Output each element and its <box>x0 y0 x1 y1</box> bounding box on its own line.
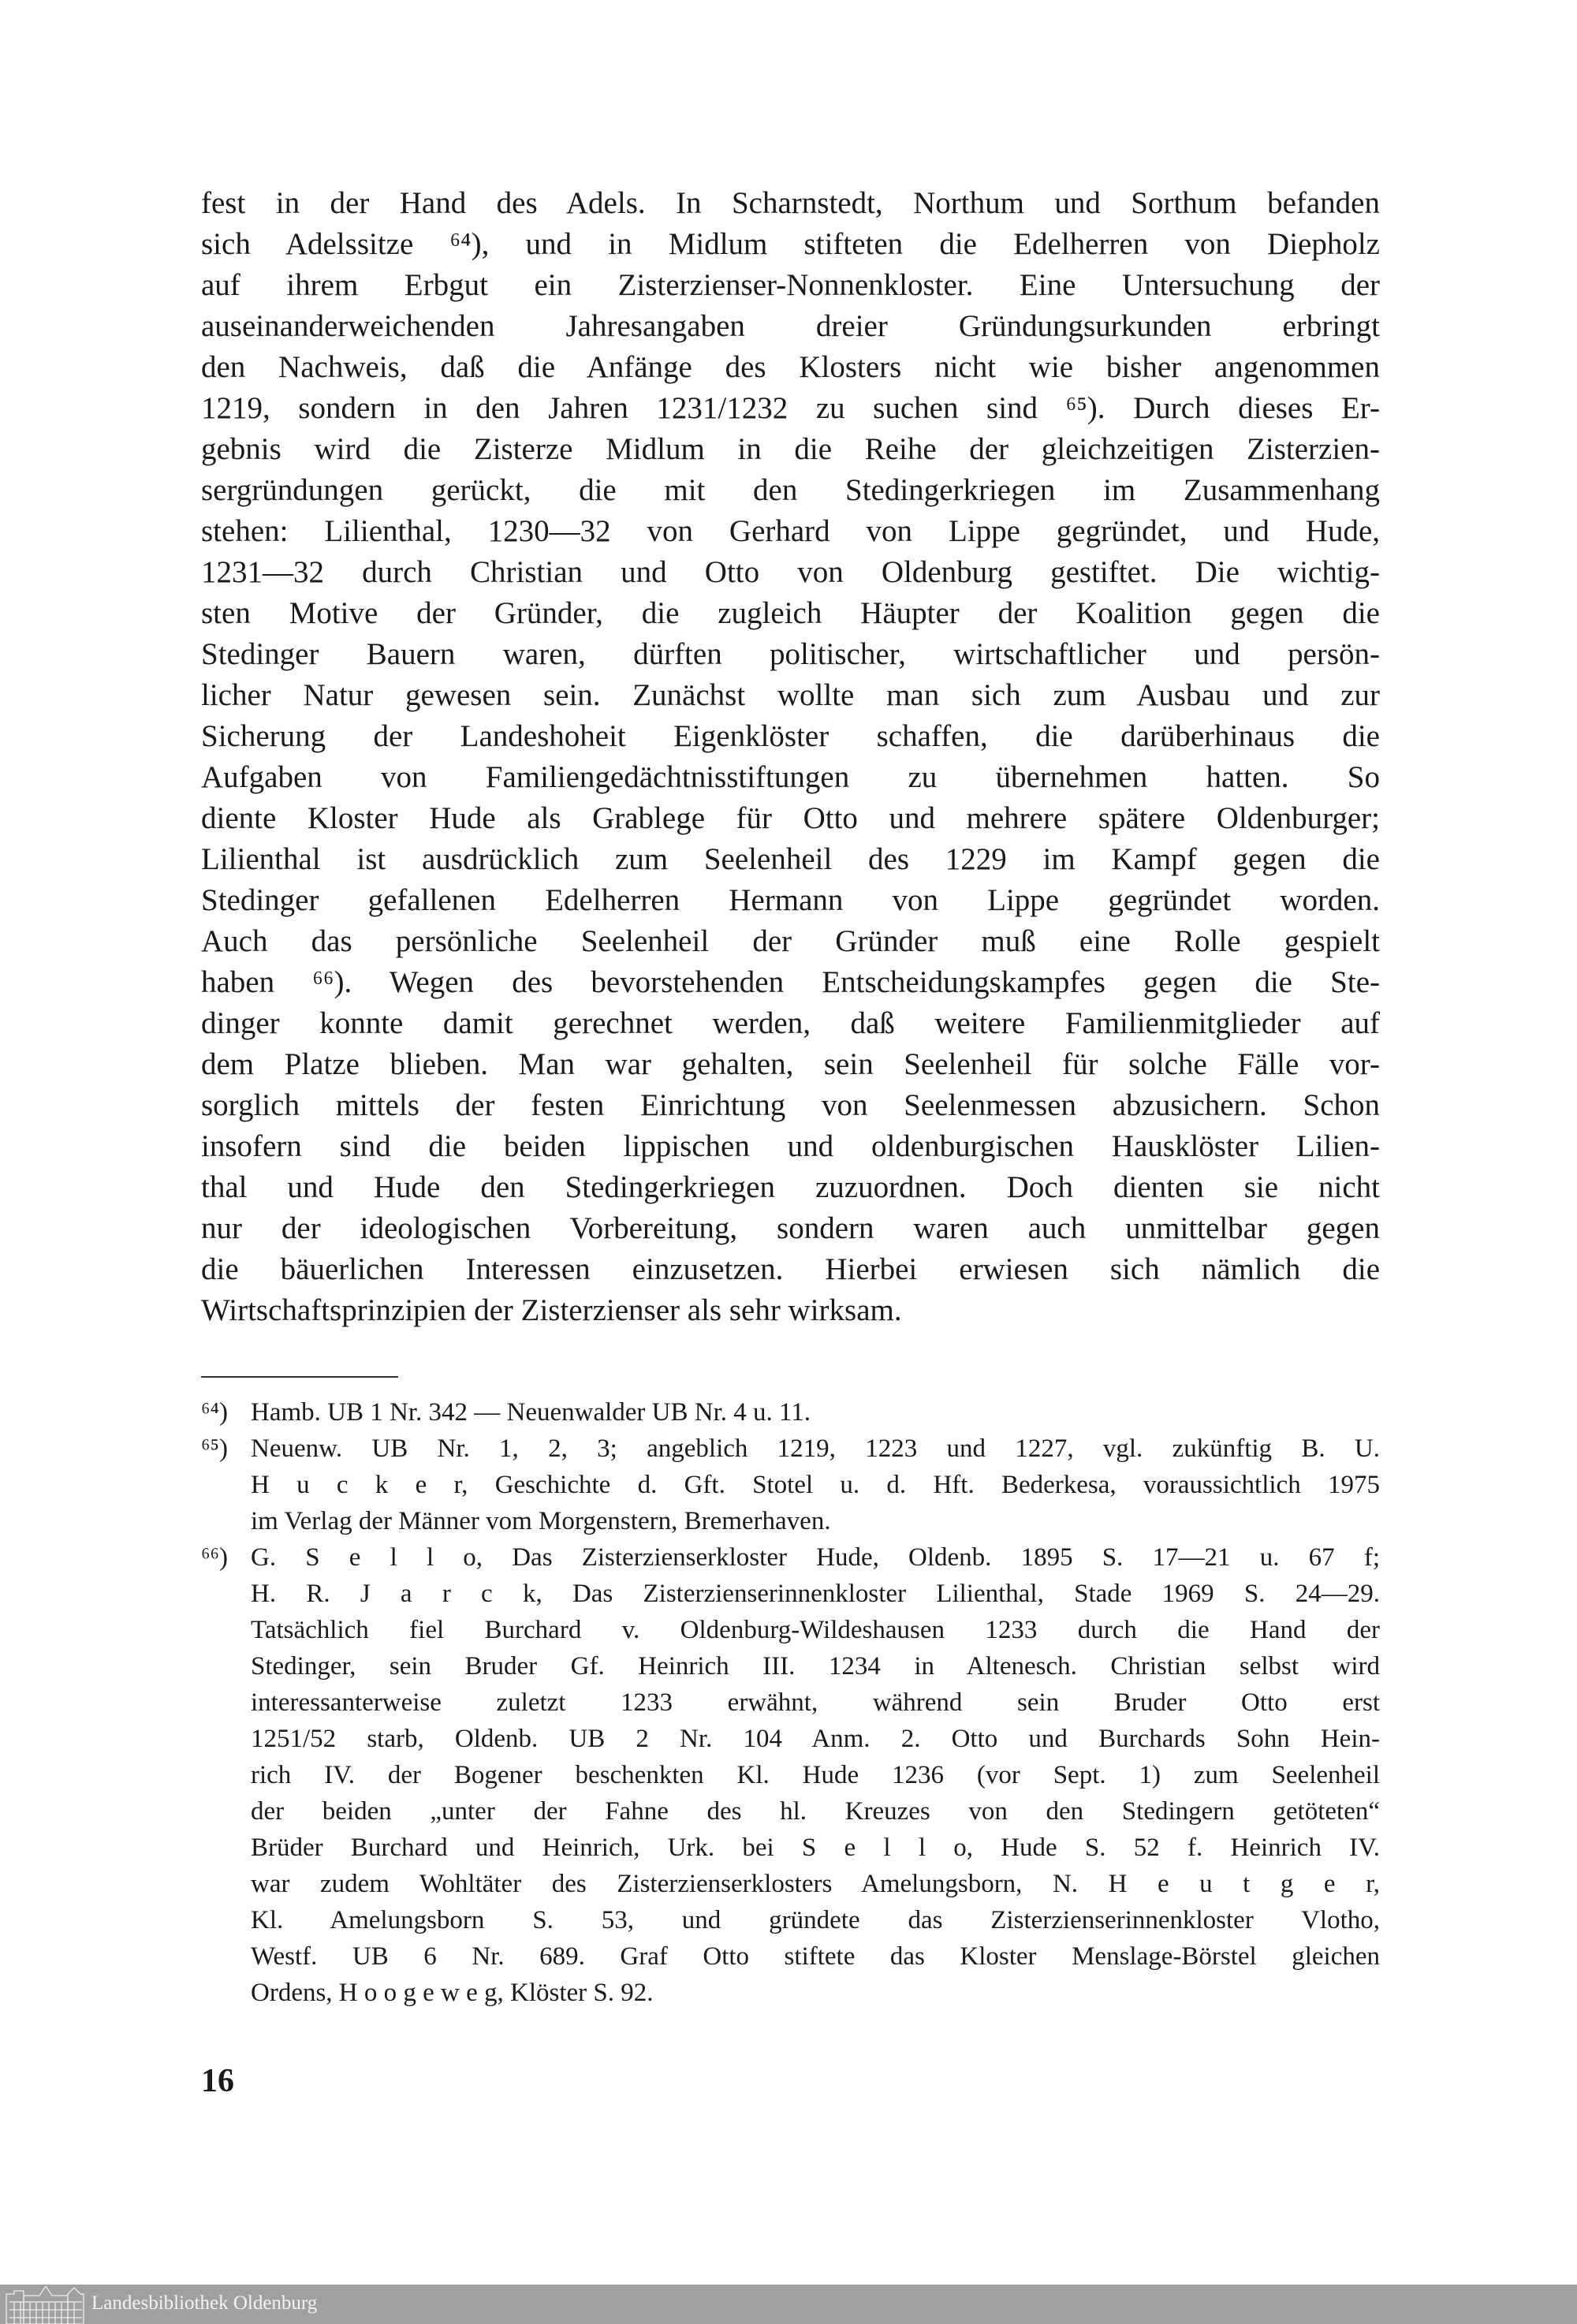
text-line: Auch das persönliche Seelenheil der Gründer muß eine Rolle gespielt <box>201 924 1380 958</box>
footnote-line: Neuenw. UB Nr. 1, 2, 3; angeblich 1219, 1223 und 1227, vgl. zukünftig B. U. <box>251 1434 1380 1463</box>
text-line: diente Kloster Hude als Grablege für Otto und mehrere spätere Oldenburger; <box>201 801 1380 835</box>
page-number: 16 <box>201 2063 234 2099</box>
footnote-number: ⁶⁵) <box>201 1434 228 1463</box>
footnote-line: H u c k e r, Geschichte d. Gft. Stotel u. d. Hft. Bederkesa, voraussichtlich 1975 <box>251 1471 1380 1499</box>
footnote-number: ⁶⁶) <box>201 1543 228 1572</box>
footnote-line: H. R. J a r c k, Das Zisterzienserinnenkloster Lilienthal, Stade 1969 S. 24—29. <box>251 1580 1380 1608</box>
text-line: sorglich mittels der festen Einrichtung von Seelenmessen abzusichern. Schon <box>201 1088 1380 1122</box>
footnote-line: rich IV. der Bogener beschenkten Kl. Hude 1236 (vor Sept. 1) zum Seelenheil <box>251 1761 1380 1789</box>
text-line: auf ihrem Erbgut ein Zisterzienser-Nonnenkloster. Eine Untersuchung der <box>201 268 1380 302</box>
text-line: stehen: Lilienthal, 1230—32 von Gerhard von Lippe gegründet, und Hude, <box>201 514 1380 548</box>
text-line: Wirtschaftsprinzipien der Zisterzienser als sehr wirksam. <box>201 1293 902 1327</box>
text-line: 1219, sondern in den Jahren 1231/1232 zu suchen sind ⁶⁵). Durch dieses Er- <box>201 391 1380 425</box>
text-line: thal und Hude den Stedingerkriegen zuzuordnen. Doch dienten sie nicht <box>201 1170 1380 1204</box>
library-building-logo-icon <box>5 2286 85 2324</box>
text-line: haben ⁶⁶). Wegen des bevorstehenden Entscheidungskampfes gegen die Ste- <box>201 965 1380 999</box>
footnote-separator <box>201 1376 398 1378</box>
text-line: Sicherung der Landeshoheit Eigenklöster schaffen, die darüberhinaus die <box>201 719 1380 753</box>
footnotes <box>201 1394 1380 2011</box>
footnote-line: der beiden „unter der Fahne des hl. Kreuzes von den Stedingern getöteten“ <box>251 1797 1380 1826</box>
text-line: auseinanderweichenden Jahresangaben dreier Gründungsurkunden erbringt <box>201 309 1380 343</box>
text-line: den Nachweis, daß die Anfänge des Klosters nicht wie bisher angenommen <box>201 350 1380 384</box>
library-footer-bar <box>0 2285 1577 2324</box>
text-line: dinger konnte damit gerechnet werden, daß weitere Familienmitglieder auf <box>201 1006 1380 1040</box>
text-line: sten Motive der Gründer, die zugleich Häupter der Koalition gegen die <box>201 596 1380 630</box>
footnote-line: im Verlag der Männer vom Morgenstern, Bremerhaven. <box>251 1507 831 1535</box>
footnote-line: Tatsächlich fiel Burchard v. Oldenburg-Wildeshausen 1233 durch die Hand der <box>251 1616 1380 1644</box>
text-line: sergründungen gerückt, die mit den Stedingerkriegen im Zusammenhang <box>201 473 1380 507</box>
footnote <box>201 1539 1380 2011</box>
footnote-line: Stedinger, sein Bruder Gf. Heinrich III. 1234 in Altenesch. Christian selbst wird <box>251 1652 1380 1681</box>
text-line: licher Natur gewesen sein. Zunächst wollte man sich zum Ausbau und zur <box>201 678 1380 712</box>
text-line: Aufgaben von Familiengedächtnisstiftungen zu übernehmen hatten. So <box>201 760 1380 794</box>
text-line: nur der ideologischen Vorbereitung, sondern waren auch unmittelbar gegen <box>201 1211 1380 1245</box>
text-line: Lilienthal ist ausdrücklich zum Seelenheil des 1229 im Kampf gegen die <box>201 842 1380 876</box>
footnote-line: Hamb. UB 1 Nr. 342 — Neuenwalder UB Nr. 4 u. 11. <box>251 1398 811 1427</box>
footnote-line: Brüder Burchard und Heinrich, Urk. bei S e l l o, Hude S. 52 f. Heinrich IV. <box>251 1833 1380 1862</box>
text-line: sich Adelssitze ⁶⁴), und in Midlum stifteten die Edelherren von Diepholz <box>201 227 1380 261</box>
footnote-number: ⁶⁴) <box>201 1398 228 1427</box>
text-line: insofern sind die beiden lippischen und oldenburgischen Hausklöster Lilien- <box>201 1129 1380 1163</box>
footnote <box>201 1431 1380 1539</box>
footer-label: Landesbibliothek Oldenburg <box>91 2292 318 2314</box>
footnote-line: Kl. Amelungsborn S. 53, und gründete das Zisterzienserinnenkloster Vlotho, <box>251 1906 1380 1934</box>
body-text <box>201 183 1380 1331</box>
footnote <box>201 1394 1380 1431</box>
text-line: Stedinger gefallenen Edelherren Hermann von Lippe gegründet worden. <box>201 883 1380 917</box>
text-line: Stedinger Bauern waren, dürften politischer, wirtschaftlicher und persön- <box>201 637 1380 671</box>
text-line: 1231—32 durch Christian und Otto von Oldenburg gestiftet. Die wichtig- <box>201 555 1380 589</box>
footnote-line: war zudem Wohltäter des Zisterzienserklosters Amelungsborn, N. H e u t g e r, <box>251 1870 1380 1898</box>
footnote-line: 1251/52 starb, Oldenb. UB 2 Nr. 104 Anm. 2. Otto und Burchards Sohn Hein- <box>251 1725 1380 1753</box>
text-line: gebnis wird die Zisterze Midlum in die Reihe der gleichzeitigen Zisterzien- <box>201 432 1380 466</box>
footnote-line: G. S e l l o, Das Zisterzienserkloster Hude, Oldenb. 1895 S. 17—21 u. 67 f; <box>251 1543 1380 1572</box>
text-line: dem Platze blieben. Man war gehalten, sein Seelenheil für solche Fälle vor- <box>201 1047 1380 1081</box>
footnote-line: interessanterweise zuletzt 1233 erwähnt, während sein Bruder Otto erst <box>251 1688 1380 1717</box>
footnote-line: Ordens, H o o g e w e g, Klöster S. 92. <box>251 1979 654 2007</box>
text-line: fest in der Hand des Adels. In Scharnstedt, Northum und Sorthum befanden <box>201 186 1380 220</box>
footnote-line: Westf. UB 6 Nr. 689. Graf Otto stiftete das Kloster Menslage-Börstel gleichen <box>251 1942 1380 1971</box>
text-line: die bäuerlichen Interessen einzusetzen. Hierbei erwiesen sich nämlich die <box>201 1252 1380 1286</box>
